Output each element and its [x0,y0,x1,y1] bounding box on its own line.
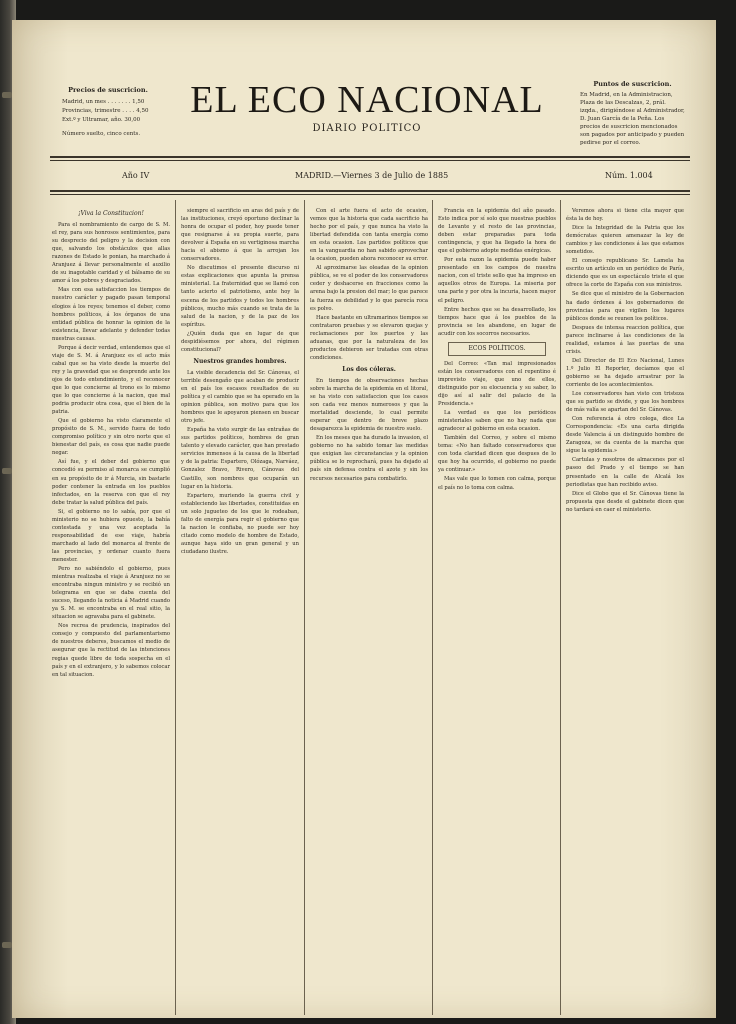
masthead-rule [50,160,690,161]
dateline-rule [50,190,690,192]
paragraph: Nos recrea de prudencia, inspirados del consejo y compuesto del parlamentarismo de nuestros deberes, buscamos el medio de asegurar que la rectitud de las intenciones regias quede libre de toda sospecha en el país y en el extranjero, y lo sabemos colocar en tal situacion. [52,623,170,678]
paragraph: Con referencia á otro colega, dice La Correspondencia: «Es una carta dirigida desde Valencia á un distinguido hombre de Zaragoza, se da cuenta de la marcha que sigue la epidemia.» [566,416,684,455]
article-heading: ¡Viva la Constitucion! [78,210,144,217]
binding-clip [2,468,12,474]
masthead [12,20,716,155]
issue-date: MADRID.—Viernes 3 de Julio de 1885 [295,171,449,180]
paragraph: No discutimos el presente discurso ni estas explicaciones que apunta la prensa ministerial. La fraternidad que se llamó con tanto acierto el patriotismo, ante hoy la escena de los partidos y todos los hombres públicos, mucho más cuando se trata de la salud de la nacion, y de la paz de los espíritus. [181,265,299,328]
section-heading-box: ECOS POLÍTICOS. [448,342,546,356]
paragraph: Porque á decir verdad, entendemos que el viaje de S. M. á Aranjuez es el acto más cabal que se ha visto desde la muerte del rey y la gravedad que se desprende ante los ojos de todo entendimiento, y el reconocer que lo que concierne al trono es lo mismo que lo que concierne á la nacion, que mal podria producir otra cosa, que el bien de la patria. [52,344,170,416]
paragraph: Despues de intensa reaccion política, que parece inclinarse á las condiciones de la realidad, estamos á las puertas de una crisis. [566,324,684,355]
newspaper-page [12,20,716,1018]
subscription-points-text: En Madrid, en la Administracion, Plaza de las Descalzas, 2, prál. izqda., dirigiéndose al Administrador, D. Juan García de la Peña. Los precios de suscricion mencionados son pagados por anticipado y pueden pedirse por el correo. [580,92,685,146]
price-line: Ext.º y Ultramar, año. 30,00 [62,117,141,123]
year-label: Año IV [122,171,150,180]
masthead-rule [50,156,690,158]
column-5 [566,207,684,1007]
paragraph: Se dice que el ministro de la Gobernacion ha dado órdenes á los gobernadores de provincias para que vigilen los lugares públicos donde se reunen los políticos. [566,291,684,322]
paragraph: El consejo republicano Sr. Lamela ha escrito un artículo en un periódico de París, diciendo que es un espectáculo triste el que ofrece la corte de España con sus ministros. [566,258,684,289]
paragraph: Que el gobierno ha visto claramente el propósito de S. M., servido fuera de todo compromiso político y sin otro norte que el bienestar del país, es cosa que nadie puede negar. [52,418,170,457]
price-line: Madrid, un mes . . . . . . . 1,50 [62,99,145,105]
paragraph: Para el nombramiento de cargo de S. M. el rey, para sus honrosos sentimientos, para su desprecio del peligro y la decision con que, salvando los obstáculos que allas razones de Estado le ponian, ha marchado á Aranjuez á llevar personalmente el auxilio de su inagotable caridad y el bálsamo de su amor á los pobres y desgraciados. [52,222,170,285]
article-heading: Nuestros grandes hombres. [193,357,287,365]
paragraph: Pero no sabiéndolo el gobierno, pues mientras realizaba el viaje á Aranjuez no se encontraba ningun ministro y se recibió un telegrama en que se daba cuenta del suceso, llegando la noticia á Madrid cuando ya S. M. se encontraba en el real sitio, la situacion se agravaba para el gabinete. [52,566,170,621]
column-2 [181,207,299,1007]
column-4 [438,207,556,1007]
newspaper-subtitle: DIARIO POLITICO [312,123,422,134]
paragraph: siempre el sacrificio en aras del país y de las instituciones, creyó oportuno declinar la honra de ocupar el poder, hoy puede tener que resignarse á su propia suerte, para devolver á España en su vertiginosa marcha hacia el abismo á que la arrojan los conservadores. [181,208,299,263]
subscription-points-box [580,80,685,147]
paragraph: Mas con esa satisfaccion los tiempos de nuestro carácter y pagado pasan temporal elogios á los reyes; tenemos el deber, como hombres políticos, á los órganos de una entidad pública de honrar la opinion de la existencia, llevar adelante y defender todas nuestras causas. [52,287,170,342]
paragraph: Dice la Integridad de la Patria que los demócratas quieren amenazar la ley de cambios y las condiciones á las que estamos sometidos. [566,225,684,256]
paragraph: Del Correo: «Tan mal impresionados están los conservadores con el repentino é imprevisto viaje, que uno de ellos, distinguido por su elocuencia y su saber, lo dijo así al salir del palacio de la Presidencia.» [438,360,556,408]
subscription-points-heading: Puntos de suscricion. [593,80,672,88]
column-1 [52,207,170,1007]
price-line: Provincias, trimestre . . . . 4,50 [62,108,149,114]
paragraph: La verdad es que los periódicos ministeriales saben que no hay nada que agradecer al gobierno en esta ocasion. [438,410,556,433]
paragraph: Del Director de El Eco Nacional, Lunes 1.º Julio El Reporter, decíamos que el gobierno se ha dejado arrastrar por la corriente de los acontecimientos. [566,357,684,388]
subscription-prices-box [62,86,154,139]
paragraph: Los conservadores han visto con tristeza que su partido se divide, y que los hombres de más valía se apartan del Sr. Cánovas. [566,391,684,414]
paragraph: También del Correo, y sobre el mismo tema: «No han faltado conservadores que con toda claridad dicen que despues de lo que hoy ha ocurrido, el gobierno no puede ya continuar.» [438,435,556,474]
paragraph: Francia en la epidemia del año pasado. Esto indica por sí solo que nuestras pueblos de Levante y el resto de las provincias, deben estar preparadas para toda contingencia, y que ha llegado la hora de que el gobierno adopte medidas enérgicas. [438,208,556,255]
paragraph: Entre hechos que se ha desarrollado, los tiempos hace que á los pueblos de la provincia se les abandone, en lugar de acudir con los socorros necesarios. [438,306,556,337]
paragraph: Hace bastante en ultramarinos tiempos se contrataron pruebas y se elevaron quejas y reclamaciones por los puertos y las aduanas, que por la naturaleza de los productos debieron ser tratadas con otras condiciones. [310,314,428,361]
paragraph: En tiempos de observaciones hechas sobre la marcha de la epidemia en el litoral, se ha visto con satisfaccion que los casos son cada vez menos numerosos y que la mortalidad desciende, lo cual permite esperar que dentro de breve plazo desaparezca la epidemia de nuestro suelo. [310,377,428,433]
column-divider [304,200,305,1015]
paragraph: Cartulas y nosotros de almacenes por el paseo del Prado y el tiempo se han presentado en la calle de Alcalá los periodistas que han recibido aviso. [566,457,684,488]
issue-number: Núm. 1.004 [605,171,653,180]
single-copy-note: Número suelto, cinco cents. [62,131,141,137]
subscription-prices-heading: Precios de suscricion. [68,86,148,94]
paragraph: ¿Quién duda que en lugar de que despidiésemos por ahora, del régimen constitucional? [181,330,299,353]
paragraph: La visible decadencia del Sr. Cánovas, el terrible desengaño que acaban de producir en el país los escasos resultados de su política y el cambio que se ha operado en la opinion pública, son motivo para que los hombres que le apoyaron piensen en buscar otro jefe. [181,369,299,425]
column-divider [175,200,176,1015]
paragraph: Veremos ahora si tiene cita mayor que ésta la de hoy. [566,208,684,223]
dateline [50,168,690,184]
paragraph: Por esta razon la epidemia puede haber presentado en los campos de nuestra nacion, con el triste sello que ha impreso en aquellos otros de Europa. La miseria por una parte y por otra la incuria, hacen mayor el peligro. [438,257,556,304]
binding-clip [2,942,12,948]
paragraph: Al aproximarse las oleadas de la opinion pública, se ve el poder de los conservadores ceder y deshacerse en fracciones como la arena bajo la presion del mar; lo que parece la fuerza es debilidad y lo que parecía roca es polvo. [310,265,428,312]
column-3 [310,207,428,1007]
paragraph: En los meses que ha durado la invasion, el gobierno no ha sabido tomar las medidas que exigian las circunstancias y la opinion pública se lo reprochará, pues ha dejado al país sin defensa contra el azote y sin los recursos necesarios para combatirlo. [310,435,428,482]
column-divider [560,200,561,1015]
paragraph: Mas vale que lo tomen con calma, porque el país no lo toma con calma. [438,476,556,491]
paragraph: Dice el Globo que el Sr. Cánovas tiene la propuesta que desde el gabinete dicen que no tardará en caer el ministerio. [566,490,684,513]
newspaper-title: EL ECO NACIONAL [190,79,544,121]
column-divider [432,200,433,1015]
paragraph: Así fue, y el deber del gobierno que concedió su permiso al monarca se cumplió en su propósito de ir á Murcia, sin bastarle poder contener la entrada en los pueblos infectados, en la reserva con que el rey debe tratar la salud pública del país. [52,459,170,506]
dateline-rule [50,194,690,195]
paragraph: Si, el gobierno no lo sabía, por que el ministerio no se hubiera opuesto, la bahía contestada y una vez aceptada la responsabilidad de ese viaje, habría marchado al lado del monarca al frente de las provincias, y ordenar cuanto fuera menester. [52,508,170,563]
article-heading: Los dos cóleras. [342,365,396,373]
paragraph: Con el arte fuera el acto de ocasion, vemos que la historia que cada sacrificio ha hecho por el país, y que nunca ha visto la libertad defendida con tanta energía como en esta ocasion. Los partidos políticos que en la vanguardia no han sabido aprovechar la ocasion, pueden ahora reconocer su error. [310,208,428,263]
binding-clip [2,92,12,98]
paragraph: España ha visto surgir de las entrañas de sus partidos políticos, hombres de gran talento y elevado carácter, que han prestado servicios inmensos á la causa de la libertad y de la patria: Espartero, Olózaga, Narváez, Gonzalez Bravo, Rivero, Cánovas del Castillo, son nombres que ocuparán un lugar en la historia. [181,427,299,490]
paragraph: Espartero, muriendo la guerra civil y estableciendo las libertades, constituidas en un solo jugueteo de los que le rodeaban, falto de energía para regir el gobierno que la nacion le confiaba, no puede ser hoy citado como modelo de hombre de Estado, aunque haya sido un gran general y un ciudadano ilustre. [181,492,299,555]
